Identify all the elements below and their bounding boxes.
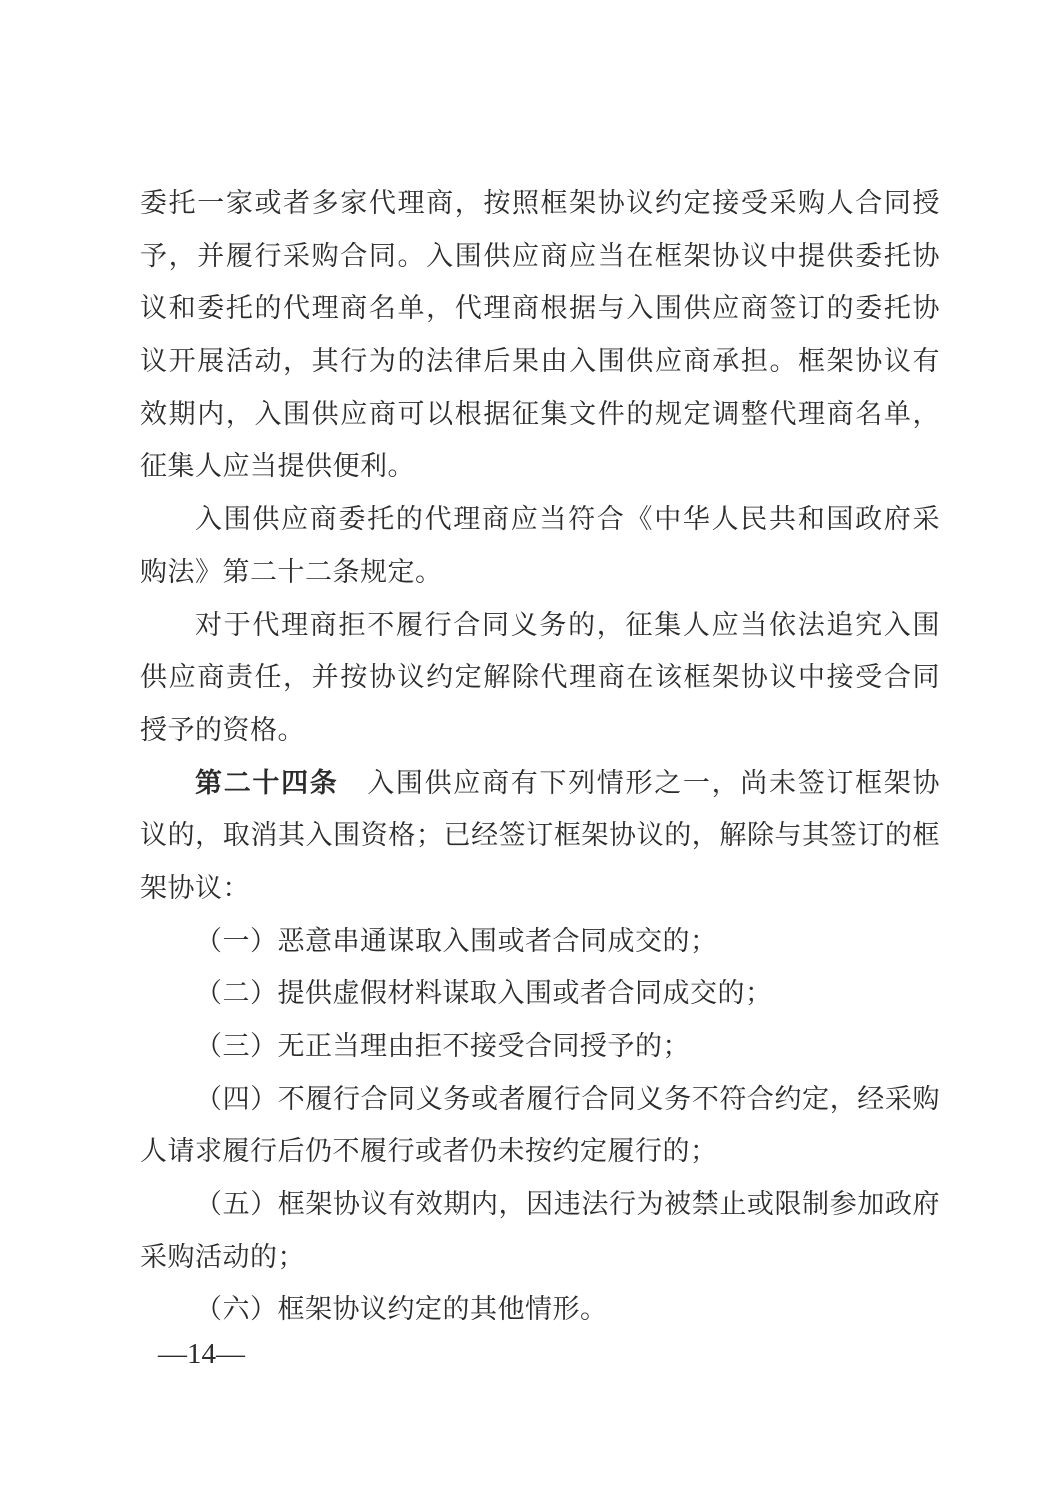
text-segment: 议开展活动，其行为的法律后果由入围供应商承担。框架协议有	[140, 346, 940, 377]
text-segment: 效期内，入围供应商可以根据征集文件的规定调整代理商名单，	[140, 398, 940, 429]
text-segment: 采购活动的；	[140, 1241, 305, 1272]
text-segment: 购法》第二十二条规定。	[140, 556, 443, 587]
text-segment: 议和委托的代理商名单，代理商根据与入围供应商签订的委托协	[140, 293, 940, 324]
text-line	[140, 915, 940, 968]
text-line	[140, 388, 940, 441]
text-line	[140, 230, 940, 283]
text-segment: （一）恶意串通谋取入围或者合同成交的；	[195, 925, 718, 956]
text-segment: 委托一家或者多家代理商，按照框架协议约定接受采购人合同授	[140, 188, 940, 218]
text-segment: 议的，取消其入围资格；已经签订框架协议的，解除与其签订的框	[140, 820, 940, 851]
text-line	[140, 862, 940, 915]
document-body	[140, 177, 940, 1336]
text-segment: 予，并履行采购合同。入围供应商应当在框架协议中提供委托协	[140, 240, 940, 271]
text-segment: （五）框架协议有效期内，因违法行为被禁止或限制参加政府	[195, 1189, 940, 1220]
text-line	[140, 1283, 940, 1336]
text-segment: （二）提供虚假材料谋取入围或者合同成交的；	[195, 978, 773, 1009]
text-line	[140, 651, 940, 704]
text-line	[140, 967, 940, 1020]
text-line	[140, 1178, 940, 1231]
text-segment: 入围供应商委托的代理商应当符合《中华人民共和国政府采	[195, 504, 940, 535]
text-line	[140, 493, 940, 546]
text-segment: 入围供应商有下列情形之一，尚未签订框架协	[338, 767, 940, 798]
article-number-label: 第二十四条	[195, 767, 339, 798]
text-line	[140, 177, 940, 230]
text-line	[140, 1125, 940, 1178]
text-line	[140, 1073, 940, 1126]
text-line	[140, 599, 940, 652]
text-line	[140, 757, 940, 810]
text-segment: 人请求履行后仍不履行或者仍未按约定履行的；	[140, 1136, 718, 1167]
text-segment: 架协议：	[140, 872, 250, 903]
text-line	[140, 704, 940, 757]
text-line	[140, 440, 940, 493]
text-segment: 授予的资格。	[140, 714, 305, 745]
text-line	[140, 546, 940, 599]
text-line	[140, 809, 940, 862]
text-segment: 征集人应当提供便利。	[140, 451, 415, 482]
text-segment: （三）无正当理由拒不接受合同授予的；	[195, 1031, 690, 1061]
text-segment: 对于代理商拒不履行合同义务的，征集人应当依法追究入围	[195, 609, 940, 640]
text-segment: （四）不履行合同义务或者履行合同义务不符合约定，经采购	[195, 1083, 940, 1114]
text-line	[140, 335, 940, 388]
page-number: —14—	[158, 1338, 245, 1370]
text-line	[140, 282, 940, 335]
text-segment: （六）框架协议约定的其他情形。	[195, 1294, 608, 1325]
text-line	[140, 1231, 940, 1284]
text-segment: 供应商责任，并按协议约定解除代理商在该框架协议中接受合同	[140, 662, 940, 693]
text-line	[140, 1020, 940, 1073]
